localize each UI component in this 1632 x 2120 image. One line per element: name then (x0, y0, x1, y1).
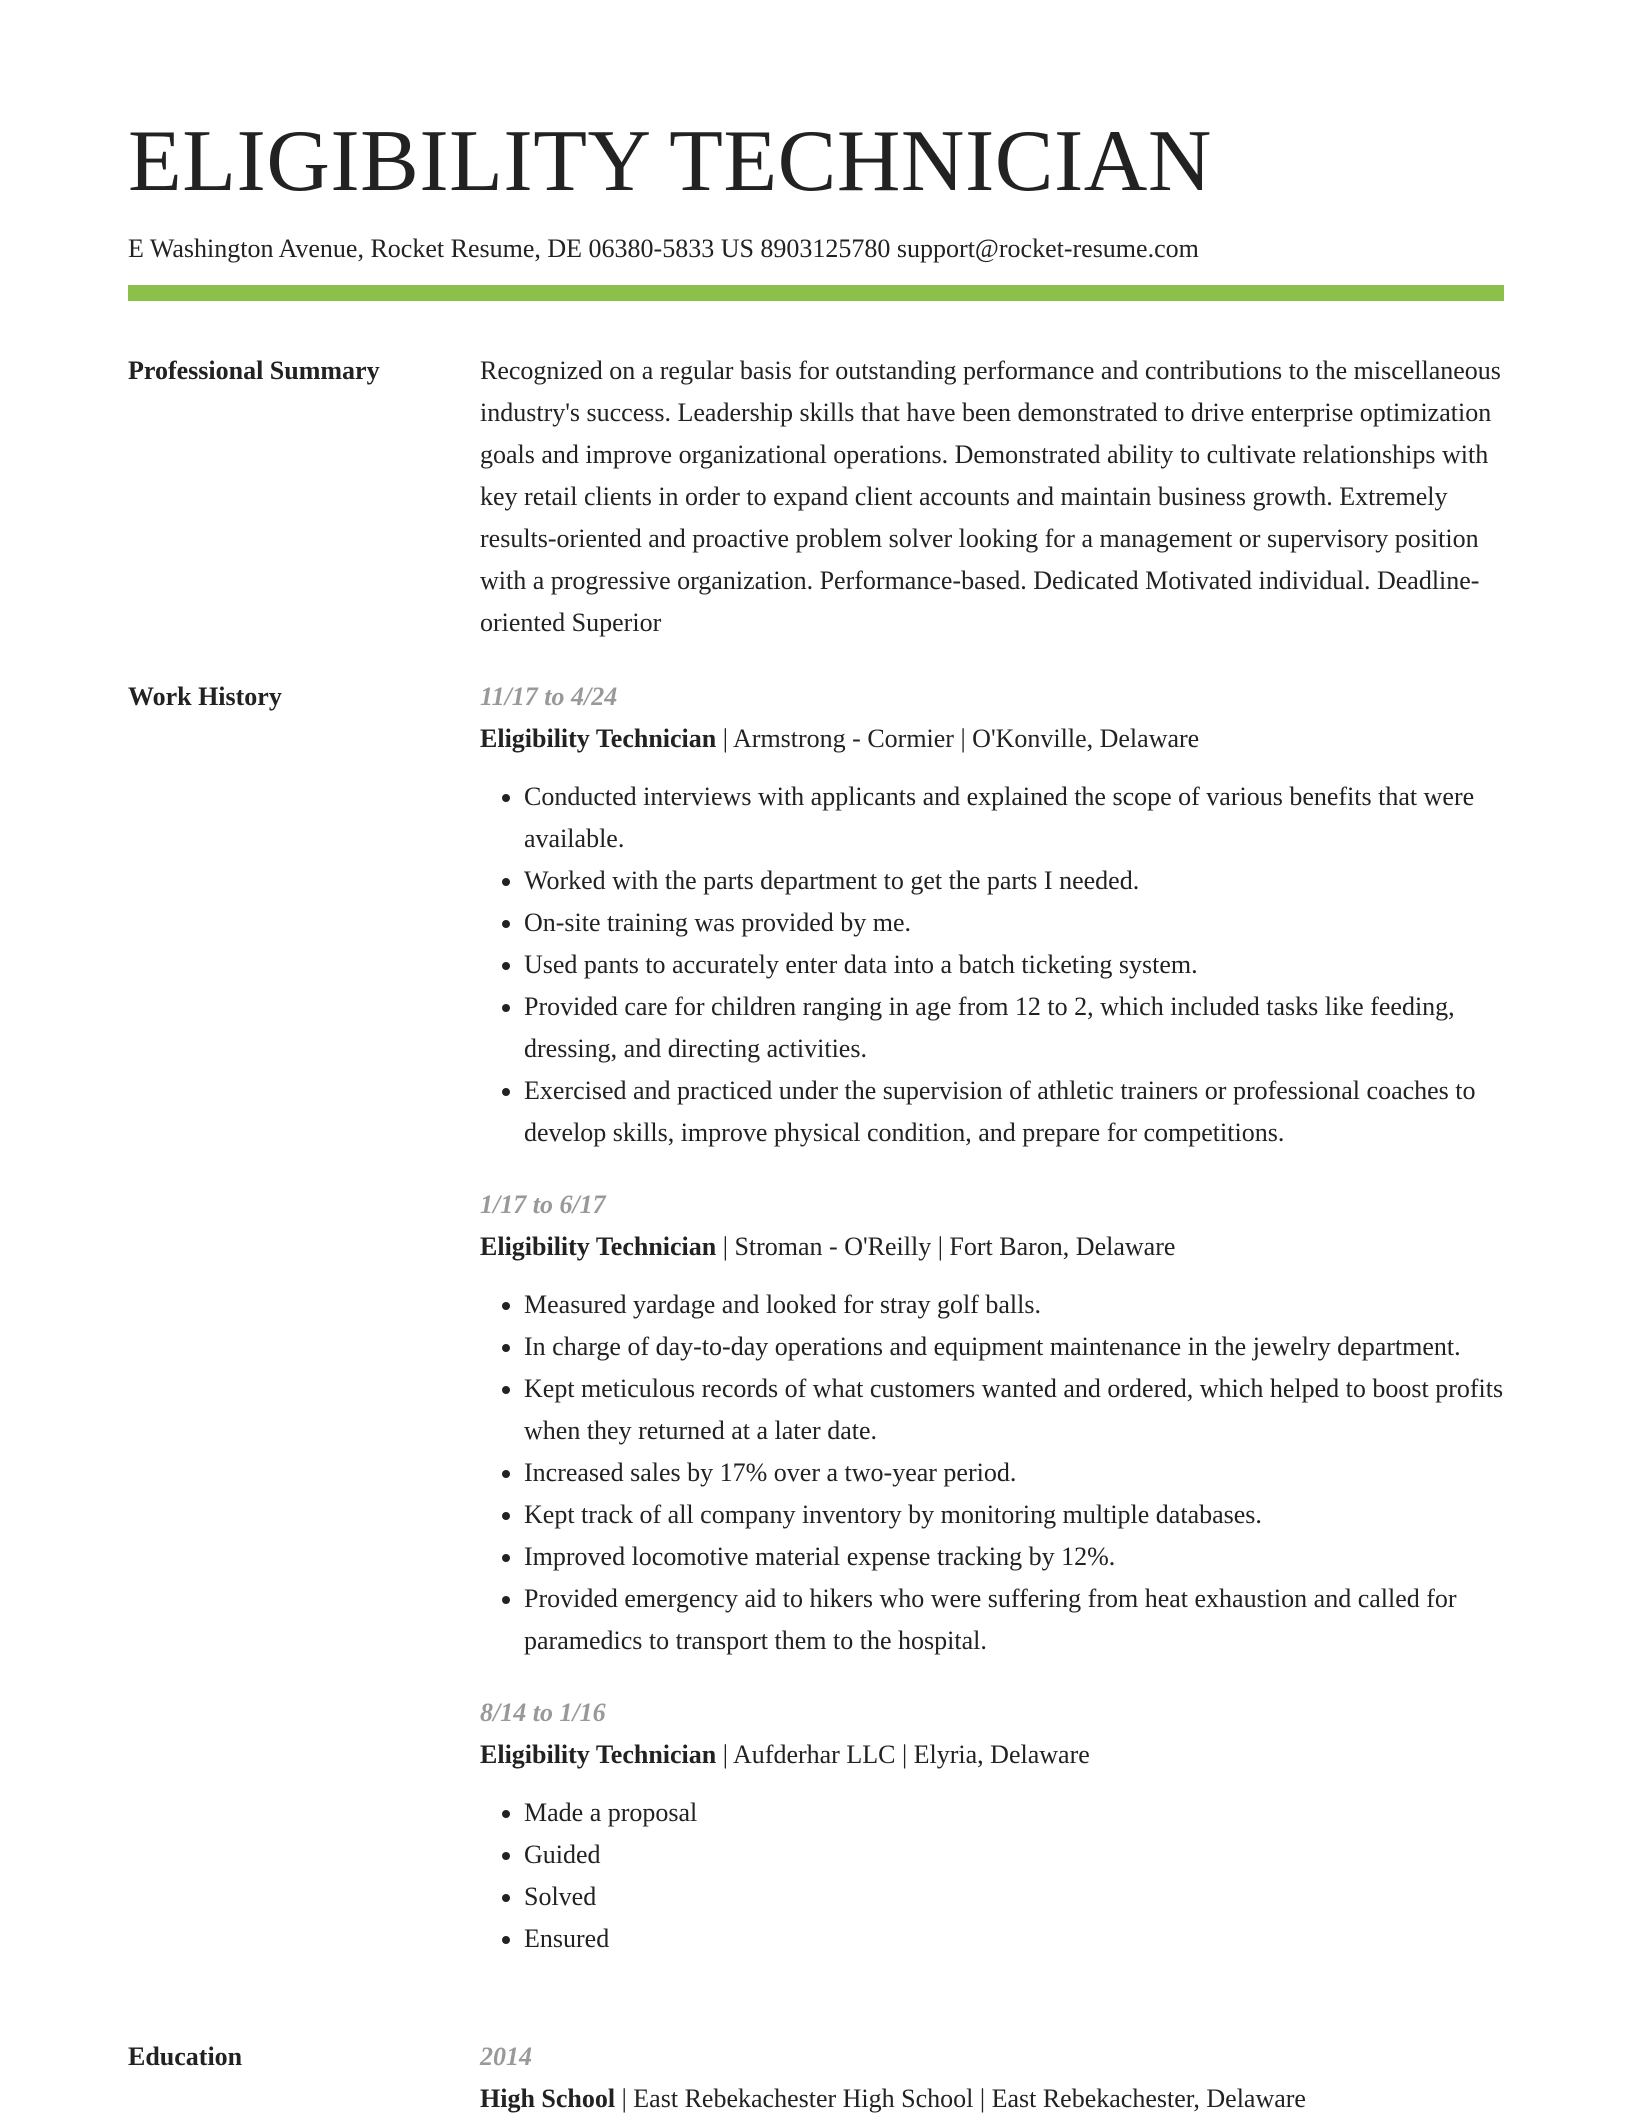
job-dates: 1/17 to 6/17 (480, 1190, 606, 1219)
job-bullet: • Worked with the parts department to get the parts I needed. (524, 860, 1504, 902)
job-details: | Stroman - O'Reilly | Fort Baron, Delaware (716, 1232, 1176, 1261)
job-bullet: • Guided (524, 1834, 1504, 1876)
job-bullet: • On-site training was provided by me. (524, 902, 1504, 944)
job-bullet: • Exercised and practiced under the supervision of athletic trainers or professional coaches to develop skills, improve physical condition, and prepare for competitions. (524, 1070, 1504, 1154)
work-history-body (480, 676, 1504, 1960)
education-details: | East Rebekachester High School | East Rebekachester, Delaware (615, 2084, 1306, 2113)
education-body (480, 2036, 1504, 2120)
job-title: Eligibility Technician (480, 724, 717, 753)
education-heading (480, 2078, 1504, 2120)
job-bullet: • Made a proposal (524, 1792, 1504, 1834)
job-title: Eligibility Technician (480, 1232, 717, 1261)
job-bullet: • Used pants to accurately enter data into a batch ticketing system. (524, 944, 1504, 986)
contact-info: E Washington Avenue, Rocket Resume, DE 06380-5833 US 8903125780 support@rocket-resume.com (128, 234, 1199, 263)
job-dates: 11/17 to 4/24 (480, 682, 618, 711)
job-bullet: • In charge of day-to-day operations and equipment maintenance in the jewelry department. (524, 1326, 1504, 1368)
job-heading (480, 1226, 1504, 1268)
education-degree: High School (480, 2084, 616, 2113)
job-heading (480, 1734, 1504, 1776)
section-title-summary: Professional Summary (128, 356, 380, 385)
job-details: | Aufderhar LLC | Elyria, Delaware (716, 1740, 1090, 1769)
job-heading (480, 718, 1504, 760)
summary-text: Recognized on a regular basis for outstanding performance and contributions to the miscellaneous industry's success. Leadership skills that have been demonstrated to drive enterprise optimization goals and improve organizational operations. Demonstrated ability to cultivate relationships with key retail clients in order to expand client accounts and maintain business growth. Extremely results-oriented and proactive problem solver looking for a management or supervisory position with a progressive organization. Performance-based. Dedicated Motivated individual. Deadline-oriented Superior (480, 356, 1501, 637)
job-bullet: • Provided emergency aid to hikers who were suffering from heat exhaustion and called for paramedics to transport them to the hospital. (524, 1578, 1504, 1662)
summary-body (480, 350, 1504, 644)
job-bullet: • Measured yardage and looked for stray golf balls. (524, 1284, 1504, 1326)
accent-divider (128, 285, 1504, 301)
job-bullets (480, 1284, 1504, 1662)
job-bullet: • Improved locomotive material expense tracking by 12%. (524, 1536, 1504, 1578)
job-bullet: • Ensured (524, 1918, 1504, 1960)
section-title-work-history: Work History (128, 682, 282, 711)
job-entry (480, 1184, 1504, 1662)
job-bullet: • Kept meticulous records of what customers wanted and ordered, which helped to boost profits when they returned at a later date. (524, 1368, 1504, 1452)
job-entry (480, 676, 1504, 1154)
job-entry (480, 1692, 1504, 1960)
candidate-name: ELIGIBILITY TECHNICIAN (128, 113, 1212, 210)
job-bullet: • Solved (524, 1876, 1504, 1918)
job-bullet: • Provided care for children ranging in age from 12 to 2, which included tasks like feeding, dressing, and directing activities. (524, 986, 1504, 1070)
job-title: Eligibility Technician (480, 1740, 717, 1769)
education-dates: 2014 (480, 2042, 532, 2071)
job-bullets (480, 1792, 1504, 1960)
job-bullets (480, 776, 1504, 1154)
job-details: | Armstrong - Cormier | O'Konville, Delaware (716, 724, 1200, 753)
job-dates: 8/14 to 1/16 (480, 1698, 606, 1727)
section-title-education: Education (128, 2042, 243, 2071)
job-bullet: • Kept track of all company inventory by monitoring multiple databases. (524, 1494, 1504, 1536)
job-bullet: • Increased sales by 17% over a two-year period. (524, 1452, 1504, 1494)
job-bullet: • Conducted interviews with applicants and explained the scope of various benefits that were available. (524, 776, 1504, 860)
